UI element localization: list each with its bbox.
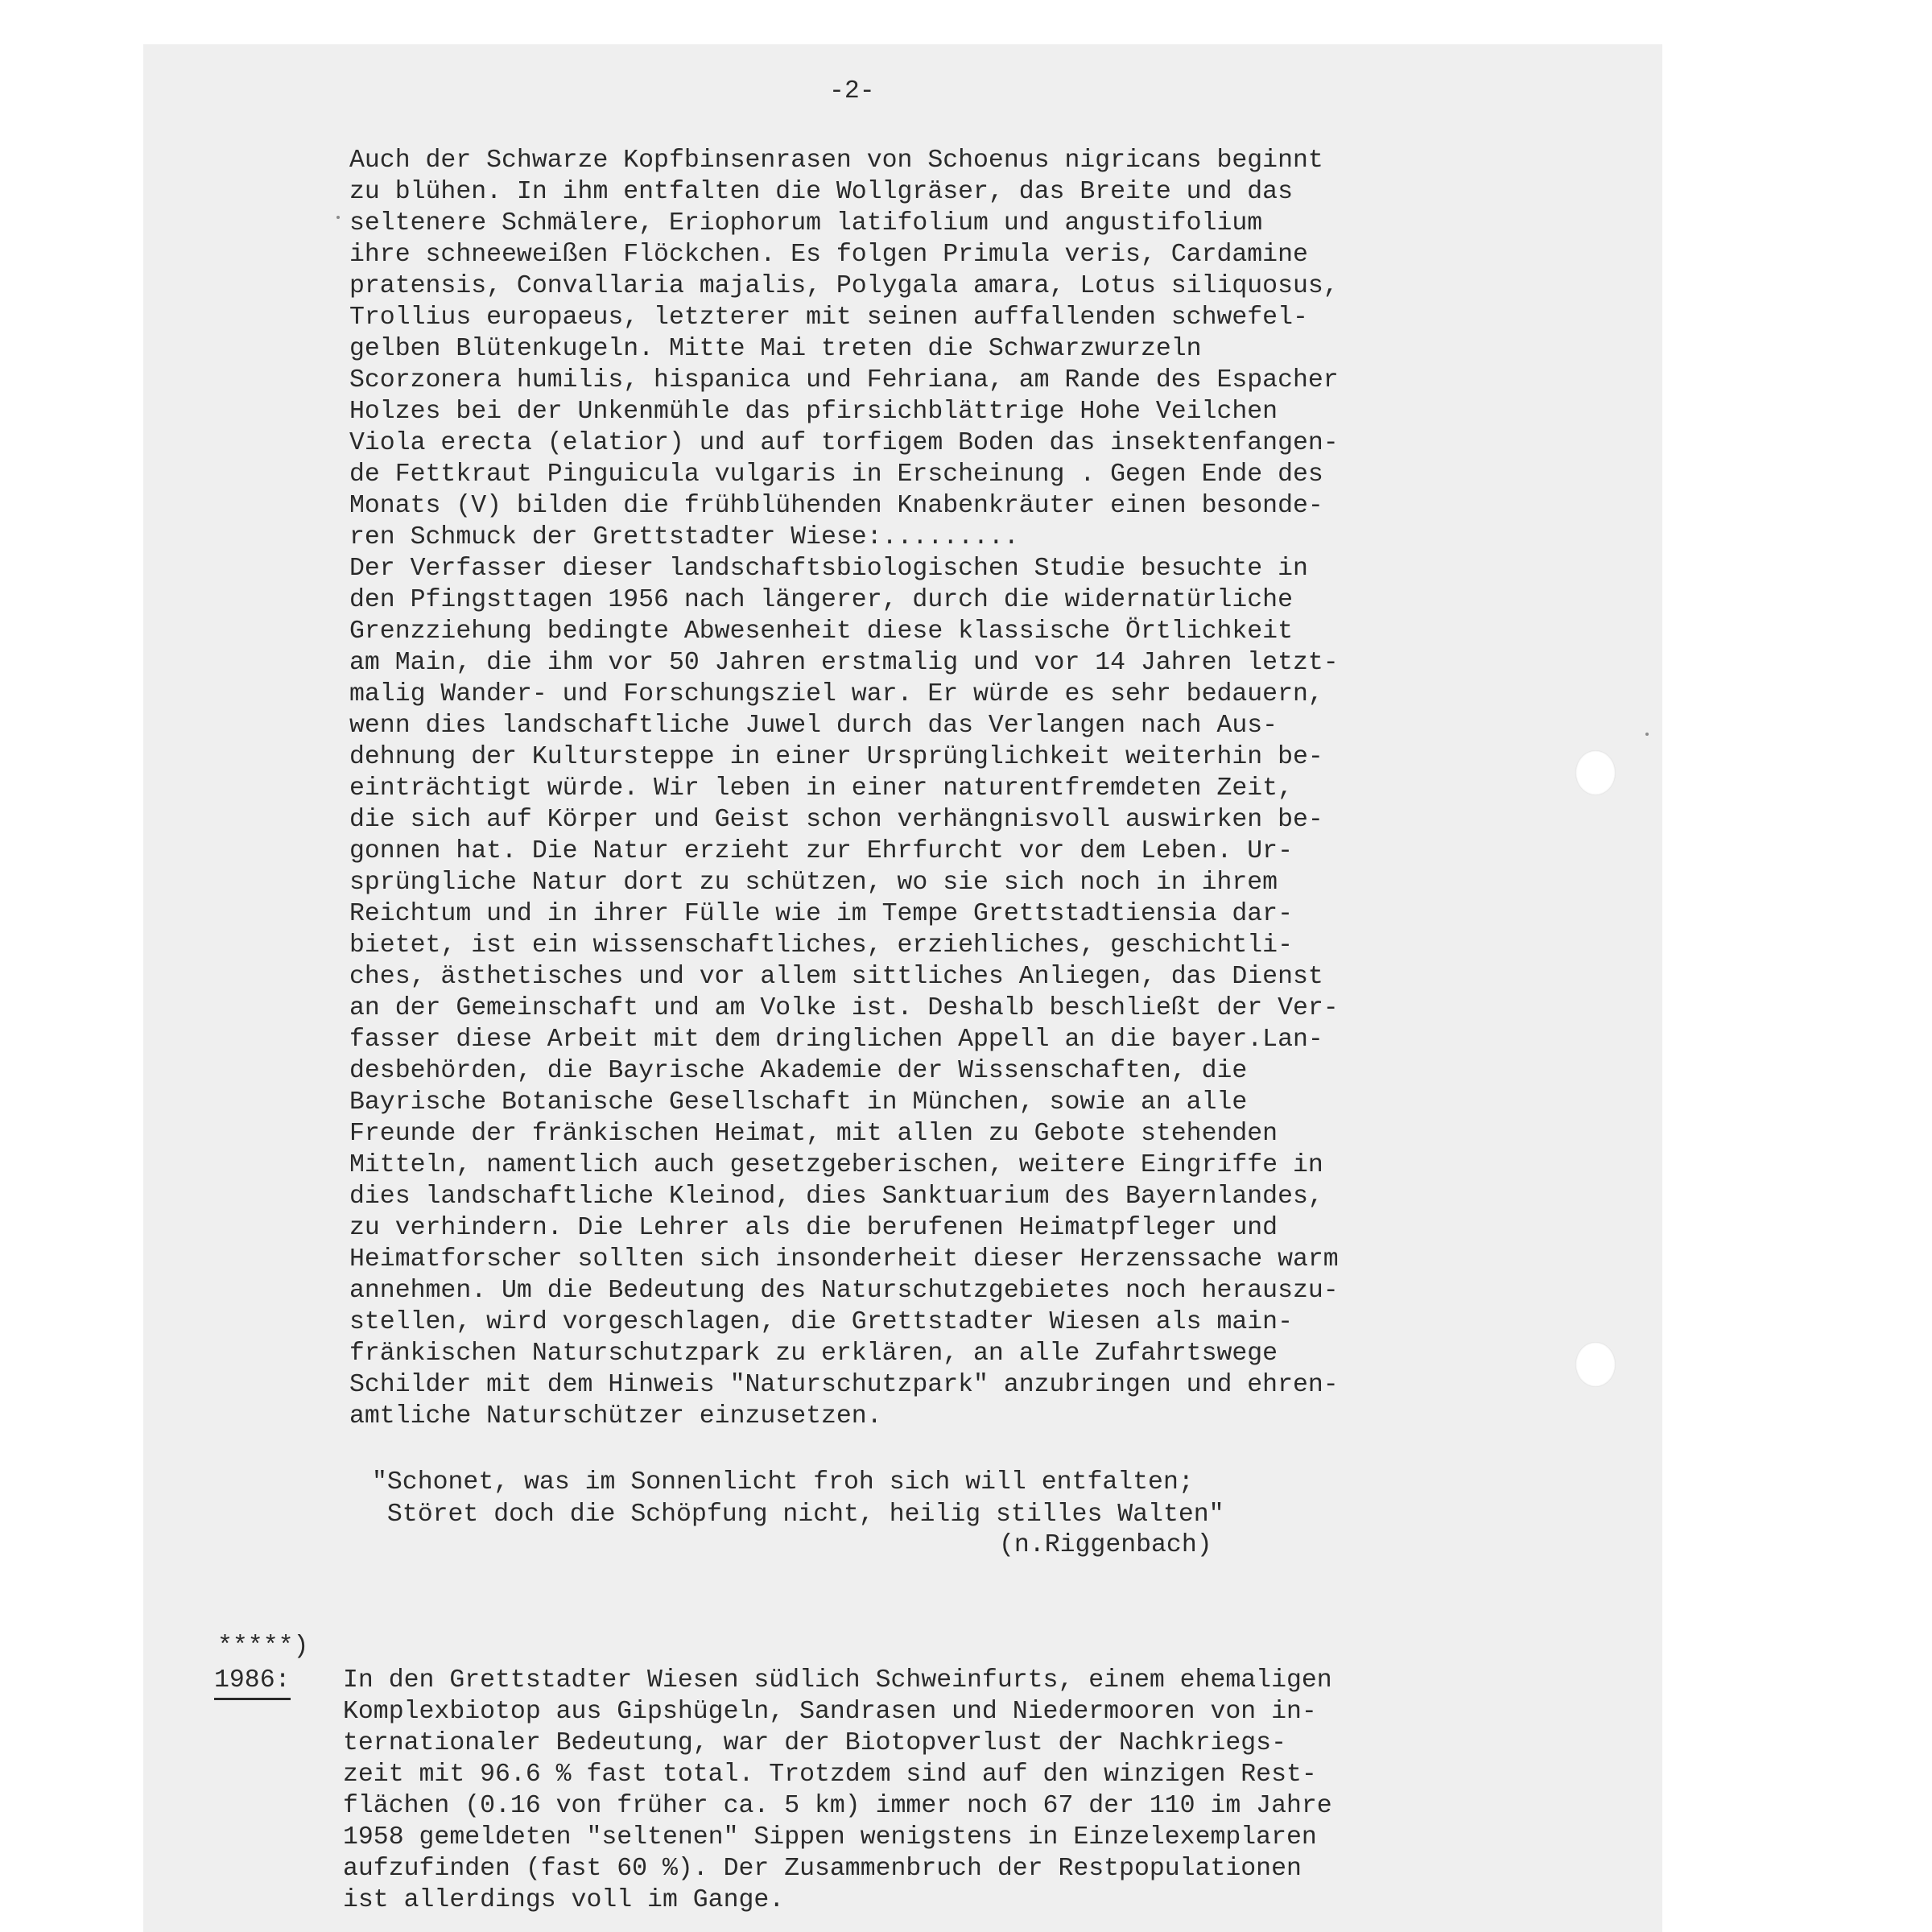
text-line: seltenere Schmälere, Eriophorum latifolium und angustifolium [349, 209, 1263, 237]
footnote-line: aufzufinden (fast 60 %). Der Zusammenbruch der Restpopulationen [343, 1855, 1302, 1883]
text-line: gelben Blütenkugeln. Mitte Mai treten die Schwarzwurzeln [349, 335, 1202, 363]
text-line: zu verhindern. Die Lehrer als die berufenen Heimatpfleger und [349, 1214, 1278, 1242]
text-line: Freunde der fränkischen Heimat, mit allen zu Gebote stehenden [349, 1120, 1278, 1148]
text-line: Viola erecta (elatior) und auf torfigem Boden das insektenfangen- [349, 429, 1339, 457]
punch-hole [1575, 1342, 1616, 1387]
text-line: Holzes bei der Unkenmühle das pfirsichblättrige Hohe Veilchen [349, 398, 1278, 426]
punch-hole [1575, 750, 1616, 795]
text-line: Auch der Schwarze Kopfbinsenrasen von Schoenus nigricans beginnt [349, 147, 1323, 175]
text-line: amtliche Naturschützer einzusetzen. [349, 1402, 882, 1430]
footnote-paragraph [343, 1665, 1332, 1916]
text-line: dies landschaftliche Kleinod, dies Sanktuarium des Bayernlandes, [349, 1183, 1323, 1211]
footnote-marker: *****) [217, 1633, 309, 1661]
quotation [372, 1467, 1224, 1531]
page-number: -2- [829, 77, 875, 105]
text-line: Trollius europaeus, letzterer mit seinen auffallenden schwefel- [349, 303, 1308, 332]
text-line: wenn dies landschaftliche Juwel durch das Verlangen nach Aus- [349, 712, 1278, 740]
dust-speck [1645, 733, 1649, 736]
footnote-line: 1958 gemeldeten "seltenen" Sippen wenigstens in Einzelexemplaren [343, 1823, 1317, 1852]
text-line: sprüngliche Natur dort zu schützen, wo sie sich noch in ihrem [349, 869, 1278, 897]
text-line: fasser diese Arbeit mit dem dringlichen Appell an die bayer.Lan- [349, 1026, 1323, 1054]
text-line: am Main, die ihm vor 50 Jahren erstmalig und vor 14 Jahren letzt- [349, 649, 1339, 677]
text-line: Mitteln, namentlich auch gesetzgeberischen, weitere Eingriffe in [349, 1151, 1323, 1179]
footnote-line: flächen (0.16 von früher ca. 5 km) immer noch 67 der 110 im Jahre [343, 1792, 1332, 1820]
text-line: Monats (V) bilden die frühblühenden Knabenkräuter einen besonde- [349, 492, 1323, 520]
text-line: an der Gemeinschaft und am Volke ist. Deshalb beschließt der Ver- [349, 994, 1339, 1022]
text-line: zu blühen. In ihm entfalten die Wollgräser, das Breite und das [349, 178, 1293, 206]
footnote-line: ternationaler Bedeutung, war der Biotopverlust der Nachkriegs- [343, 1729, 1286, 1757]
text-line: malig Wander- und Forschungsziel war. Er würde es sehr bedauern, [349, 680, 1323, 708]
text-line: annehmen. Um die Bedeutung des Naturschutzgebietes noch herauszu- [349, 1277, 1339, 1305]
footnote-year: 1986: [214, 1665, 291, 1700]
quote-attribution: (n.Riggenbach) [999, 1531, 1212, 1559]
text-line: den Pfingsttagen 1956 nach längerer, durch die widernatürliche [349, 586, 1293, 614]
text-line: bietet, ist ein wissenschaftliches, erziehliches, geschichtli- [349, 931, 1293, 960]
text-line: ren Schmuck der Grettstadter Wiese:......... [349, 523, 1019, 551]
text-line: Der Verfasser dieser landschaftsbiologischen Studie besuchte in [349, 555, 1308, 583]
text-line: ihre schneeweißen Flöckchen. Es folgen Primula veris, Cardamine [349, 241, 1308, 269]
text-line: dehnung der Kultursteppe in einer Ursprünglichkeit weiterhin be- [349, 743, 1323, 771]
quote-line: Störet doch die Schöpfung nicht, heilig stilles Walten" [372, 1501, 1224, 1529]
text-line: gonnen hat. Die Natur erzieht zur Ehrfurcht vor dem Leben. Ur- [349, 837, 1293, 865]
text-line: Heimatforscher sollten sich insonderheit dieser Herzenssache warm [349, 1245, 1339, 1274]
text-line: desbehörden, die Bayrische Akademie der Wissenschaften, die [349, 1057, 1248, 1085]
text-line: de Fettkraut Pinguicula vulgaris in Erscheinung . Gegen Ende des [349, 460, 1323, 489]
text-line: die sich auf Körper und Geist schon verhängnisvoll auswirken be- [349, 806, 1323, 834]
footnote-line: ist allerdings voll im Gange. [343, 1886, 785, 1914]
footnote-line: Komplexbiotop aus Gipshügeln, Sandrasen und Niedermooren von in- [343, 1698, 1317, 1726]
footnote-line: In den Grettstadter Wiesen südlich Schweinfurts, einem ehemaligen [343, 1666, 1332, 1695]
text-line: fränkischen Naturschutzpark zu erklären, an alle Zufahrtswege [349, 1340, 1278, 1368]
text-line: Bayrische Botanische Gesellschaft in München, sowie an alle [349, 1088, 1248, 1117]
quote-line: "Schonet, was im Sonnenlicht froh sich will entfalten; [372, 1468, 1194, 1496]
text-line: Grenzziehung bedingte Abwesenheit diese klassische Örtlichkeit [349, 617, 1293, 646]
footnote-line: zeit mit 96.6 % fast total. Trotzdem sind auf den winzigen Rest- [343, 1761, 1317, 1789]
text-line: Schilder mit dem Hinweis "Naturschutzpark" anzubringen und ehren- [349, 1371, 1339, 1399]
text-line: einträchtigt würde. Wir leben in einer naturentfremdeten Zeit, [349, 774, 1293, 803]
text-line: Reichtum und in ihrer Fülle wie im Tempe Grettstadtiensia dar- [349, 900, 1293, 928]
main-paragraph [349, 145, 1396, 1432]
text-line: ches, ästhetisches und vor allem sittliches Anliegen, das Dienst [349, 963, 1323, 991]
text-line: Scorzonera humilis, hispanica und Fehriana, am Rande des Espacher [349, 366, 1339, 394]
dust-speck [336, 216, 340, 219]
text-line: stellen, wird vorgeschlagen, die Grettstadter Wiesen als main- [349, 1308, 1293, 1336]
text-line: pratensis, Convallaria majalis, Polygala amara, Lotus siliquosus, [349, 272, 1339, 300]
